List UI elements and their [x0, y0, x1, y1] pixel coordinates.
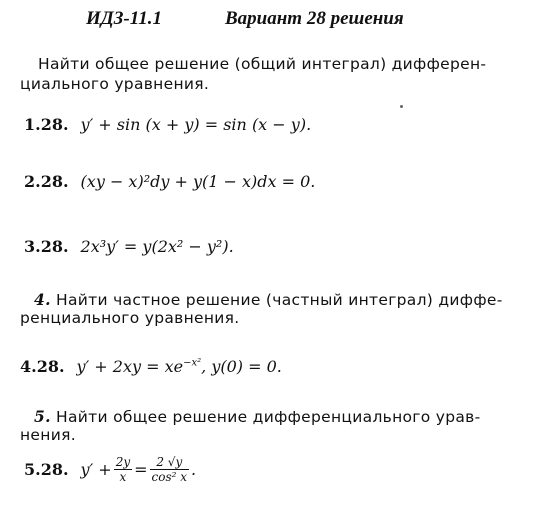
period: .: [191, 460, 197, 479]
fraction-left: [114, 455, 132, 484]
section-5-intro-line2: нения.: [20, 426, 76, 444]
section-5-number: 5.: [34, 407, 51, 426]
equation-tail: , y(0) = 0.: [201, 357, 282, 376]
equation: y′ + sin (x + y) = sin (x − y).: [80, 115, 312, 134]
problem-4: [20, 357, 282, 376]
problem-number: 2.28.: [24, 172, 69, 191]
task-code: ИДЗ-11.1: [86, 8, 162, 29]
section-1-intro-line1: Найти общее решение (общий интеграл) дифферен-: [38, 55, 487, 73]
equation: [77, 357, 282, 376]
section-4-intro-line2: ренциального уравнения.: [20, 309, 240, 327]
fraction-denominator: x: [119, 470, 127, 484]
problem-number: 1.28.: [24, 115, 69, 134]
problem-number: 4.28.: [20, 357, 65, 376]
equation: (xy − x)²dy + y(1 − x)dx = 0.: [80, 172, 316, 191]
section-5-text: Найти общее решение дифференциального урав-: [56, 408, 481, 426]
fraction-numerator: 2y: [115, 455, 131, 469]
problem-5: [24, 455, 196, 484]
variant-title: Вариант 28 решения: [225, 8, 404, 29]
problem-1: [24, 115, 311, 134]
fraction-numerator: 2 √y: [150, 455, 190, 470]
problem-number: 3.28.: [24, 237, 69, 256]
fraction-denominator: cos² x: [151, 470, 188, 484]
equation: 2x³y′ = y(2x² − y²).: [80, 237, 234, 256]
problem-3: [24, 237, 234, 256]
speck: [400, 105, 403, 108]
equation-exponent: −x²: [183, 357, 202, 369]
equation-main: y′ + 2xy = xe: [76, 357, 184, 376]
equation-prefix: y′ +: [80, 460, 112, 479]
problem-number: 5.28.: [24, 460, 69, 479]
section-4-text: Найти частное решение (частный интеграл) диффе-: [56, 291, 503, 309]
section-4-number: 4.: [34, 290, 51, 309]
section-4-intro-line1: [34, 290, 503, 310]
section-1-intro-line2: циального уравнения.: [20, 75, 210, 93]
problem-2: [24, 172, 315, 191]
equals-sign: =: [134, 460, 148, 479]
section-5-intro-line1: [34, 407, 481, 427]
fraction-right: [150, 455, 190, 484]
